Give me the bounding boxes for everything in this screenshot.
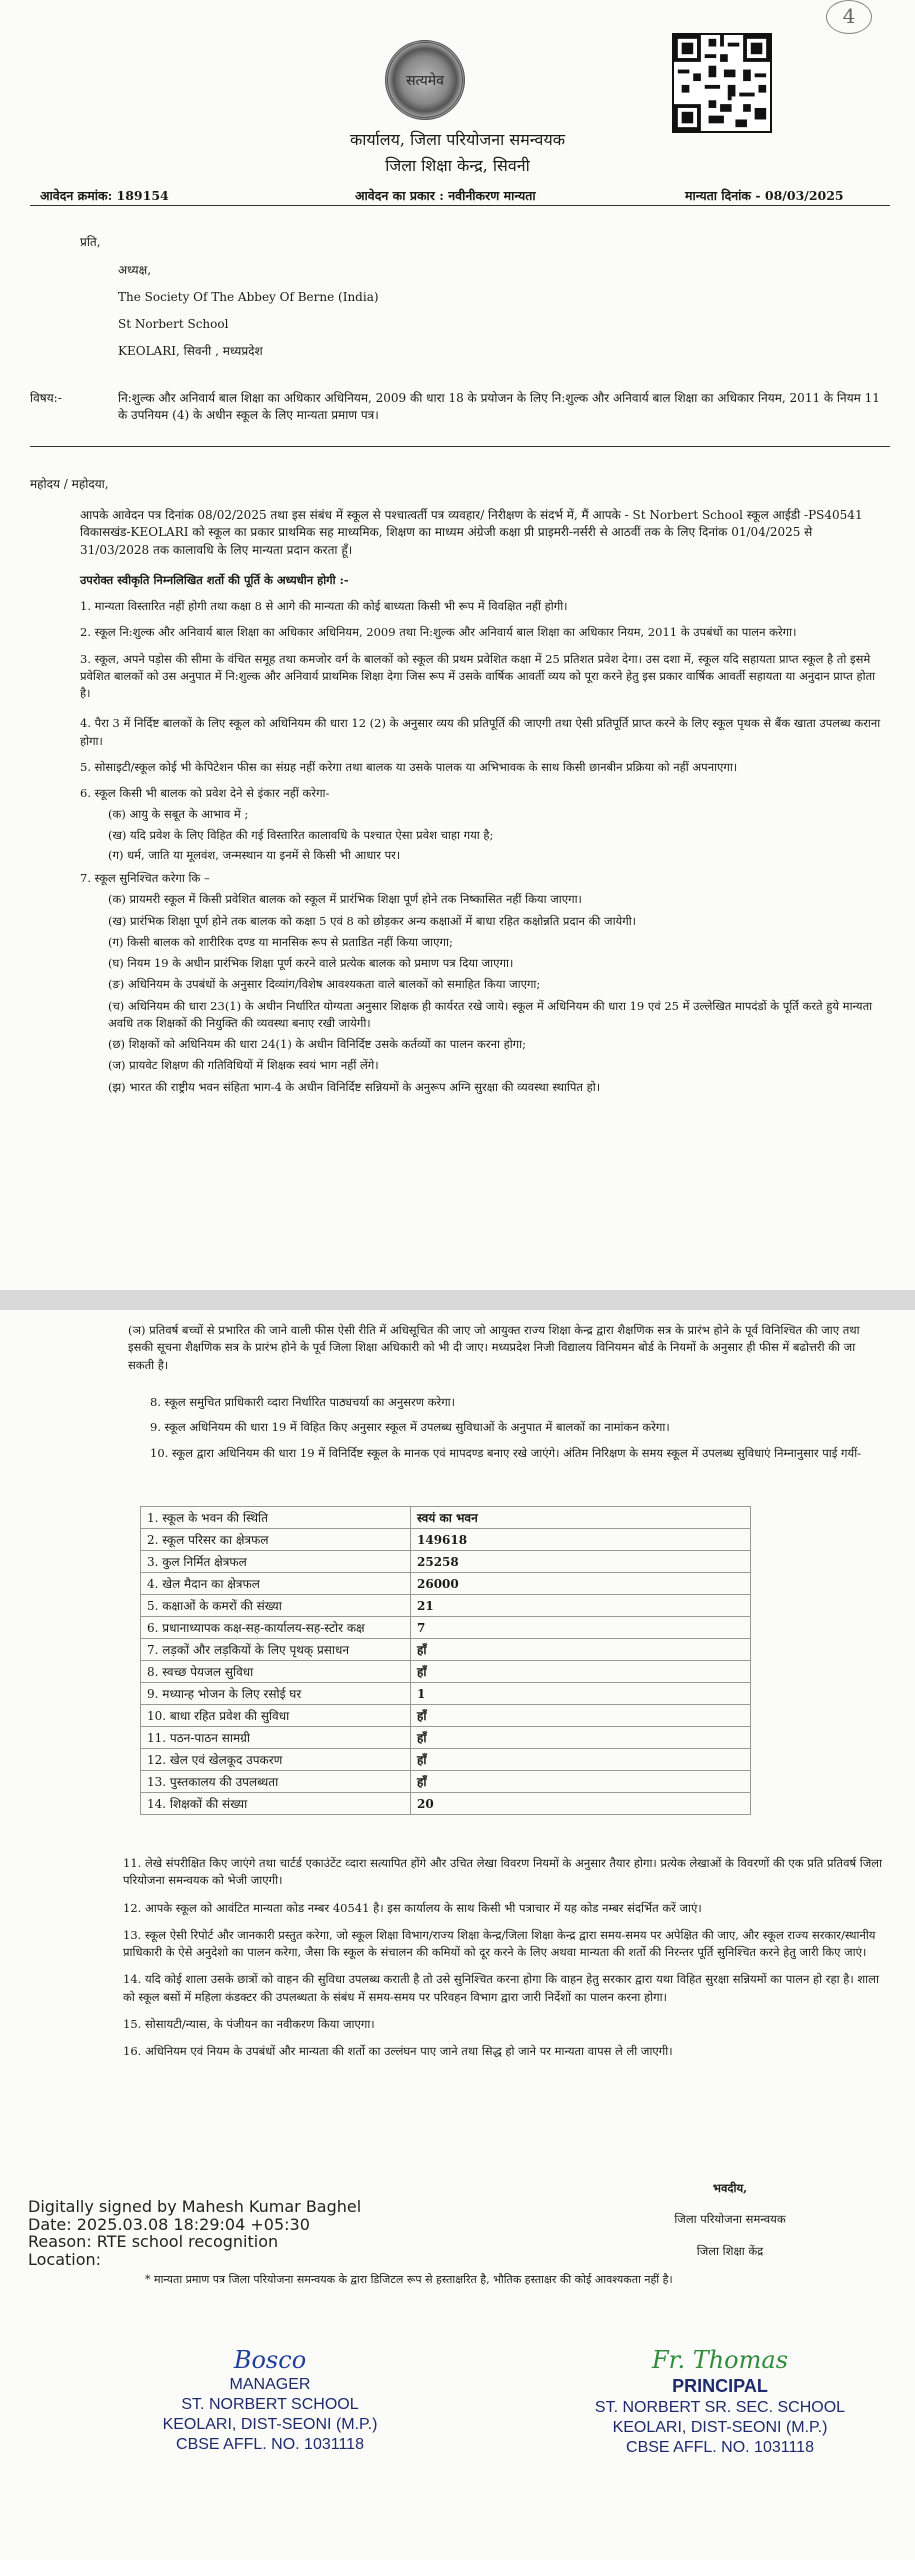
facility-label: 4. खेल मैदान का क्षेत्रफल: [141, 1573, 411, 1595]
condition-item: 14. यदि कोई शाला उसके छात्रों को वाहन की सुविधा उपलब्ध कराती है तो उसे सुनिश्चित करना होगा कि वाहन हेतु सरकार द्वारा यथा विहित सुरक्षा सन्नियमों का पालन हो रहा है। शाला को स्कूल बसों में महिला कंडक्टर की उपलब्धता के संबंध में समय-समय पर परिवहन विभाग द्वारा जारी निर्देशों का पालन करना होगा।: [123, 1972, 879, 2004]
facility-row: [141, 1705, 751, 1727]
facility-label: 8. स्वच्छ पेयजल सुविधा: [141, 1661, 411, 1683]
digital-signature-signer: Digitally signed by Mahesh Kumar Baghel: [28, 2197, 362, 2216]
facility-label: 9. मध्यान्ह भोजन के लिए रसोई घर: [141, 1683, 411, 1705]
conditions-list-2: [150, 1394, 880, 1462]
address-prati: प्रति,: [80, 235, 101, 249]
subject-divider: [30, 446, 890, 447]
address-line-4: KEOLARI, सिवनी , मध्यप्रदेश: [118, 344, 263, 358]
facility-label: 6. प्रधानाध्यापक कक्ष-सह-कार्यालय-सह-स्टोर कक्ष: [141, 1617, 411, 1639]
facility-row: [141, 1551, 751, 1573]
closing-designation: जिला परियोजना समन्वयक: [674, 2212, 786, 2227]
facility-row: [141, 1771, 751, 1793]
conditions-heading: उपरोक्त स्वीकृति निम्नलिखित शर्तो की पूर्ति के अध्यधीन होगी :-: [80, 573, 349, 587]
condition-item: 4. पैरा 3 में निर्दिष्ट बालकों के लिए स्कूल को अधिनियम की धारा 12 (2) के अनुसार व्यय की प्रतिपूर्ति की जाएगी तथा ऐसी प्रतिपूर्ति प्राप्त करने के लिए स्कूल पृथक से बैंक खाता उपलब्ध कराना होगा।: [80, 716, 881, 748]
facility-label: 13. पुस्तकालय की उपलब्धता: [141, 1771, 411, 1793]
office-subname: जिला शिक्षा केन्द्र, सिवनी: [385, 156, 530, 175]
emblem-motto: सत्यमेव: [406, 73, 444, 89]
government-emblem-seal: [385, 40, 465, 120]
facility-value: हाँ: [411, 1639, 751, 1661]
qr-code-pattern: [674, 35, 770, 131]
facility-label: 2. स्कूल परिसर का क्षेत्रफल: [141, 1529, 411, 1551]
principal-school: ST. NORBERT SR. SEC. SCHOOL: [594, 2398, 846, 2416]
digital-signature-reason: Reason: RTE school recognition: [28, 2232, 279, 2252]
header-divider: [30, 205, 890, 206]
condition-item: 9. स्कूल अधिनियम की धारा 19 में विहित किए अनुसार स्कूल में उपलब्ध सुविधाओं के अनुपात में बालकों का नामांकन करेगा।: [150, 1420, 670, 1435]
facility-row: [141, 1639, 751, 1661]
manager-affiliation: CBSE AFFL. NO. 1031118: [176, 2436, 364, 2453]
principal-address: KEOLARI, DIST-SEONI (M.P.): [612, 2418, 828, 2436]
facility-value: हाँ: [411, 1661, 751, 1683]
condition-item: 7. स्कूल सुनिश्चित करेगा कि –: [80, 871, 210, 885]
facility-value: 26000: [411, 1573, 751, 1595]
address-line-3: St Norbert School: [118, 317, 229, 331]
facility-value: 25258: [411, 1551, 751, 1573]
body-paragraph: आपके आवेदन पत्र दिनांक 08/02/2025 तथा इस संबंध में स्कूल से पश्चात्वर्ती पत्र व्यवहार/ निरीक्षण के संदर्भ में, मैं आपके - St Norbert School स्कूल आईडी -PS40541 विकासखंड-KEOLARI को स्कूल का प्रकार प्राथमिक सह माध्यमिक, शिक्षण का माध्यम अंग्रेजी कक्षा प्री प्राइमरी-नर्सरी से आठवीं तक के लिए दिनांक 01/04/2025 से 31/03/2028 तक कालावधि के लिए मान्यता प्रदान करता हूँ।: [80, 508, 863, 557]
facility-label: 5. कक्षाओं के कमरों की संख्या: [141, 1595, 411, 1617]
manager-title: MANAGER: [229, 2376, 311, 2393]
condition-item: 1. मान्यता विस्तारित नहीं होगी तथा कक्षा 8 से आगे की मान्यता की कोई बाध्यता किसी भी रूप में विवक्षित नहीं होगी।: [80, 599, 568, 613]
facility-row: [141, 1617, 751, 1639]
page-number-stamp: 4: [826, 0, 872, 34]
facility-label: 3. कुल निर्मित क्षेत्रफल: [141, 1551, 411, 1573]
qr-code: [672, 33, 772, 133]
facility-value: हाँ: [411, 1727, 751, 1749]
facility-value: 20: [411, 1793, 751, 1815]
sub-item: (ज) प्रायवेट शिक्षण की गतिविधियों में शिक्षक स्वयं भाग नहीं लेंगे।: [108, 1058, 379, 1073]
sub-item: (छ) शिक्षकों को अधिनियम की धारा 24(1) के अधीन विनिर्दिष्ट उसके कर्तव्यों का पालन करना होगा;: [108, 1037, 527, 1051]
sub-item: (क) प्रायमरी स्कूल में किसी प्रवेशित बालक को स्कूल में प्रारंभिक शिक्षा पूर्ण होने तक निष्कासित नहीं किया जाएगा।: [108, 892, 582, 907]
facility-value: हाँ: [411, 1705, 751, 1727]
closing-bhavdiya: भवदीय,: [712, 2181, 748, 2195]
sub-item: (ग) धर्म, जाति या मूलवंश, जन्मस्थान या इनमें से किसी भी आधार पर।: [108, 847, 401, 862]
sub-item: (ख) प्रारंभिक शिक्षा पूर्ण होने तक बालक को कक्षा 5 एवं 8 को छोड़कर अन्य कक्षाओं में बाधा रहित कक्षोन्नति प्रदान की जायेगी।: [108, 913, 637, 928]
condition-7-subitems: [80, 891, 885, 1096]
condition-item: 12. आपके स्कूल को आवंटित मान्यता कोड नम्बर 40541 है। इस कार्यालय के साथ किसी भी पत्राचार में यह कोड नम्बर संदर्भित करें जाएं।: [123, 1900, 702, 1915]
facility-value: 21: [411, 1595, 751, 1617]
facility-row: [141, 1595, 751, 1617]
certificate-page-2: [0, 1310, 915, 2560]
facility-label: 14. शिक्षकों की संख्या: [141, 1793, 411, 1815]
facility-value: 7: [411, 1617, 751, 1639]
application-number: आवेदन क्रमांक: 189154: [40, 188, 169, 203]
facility-value: स्वयं का भवन: [411, 1507, 751, 1529]
condition-item: 13. स्कूल ऐसी रिपोर्ट और जानकारी प्रस्तुत करेगा, जो स्कूल शिक्षा विभाग/राज्य शिक्षा केन्द्र/जिला शिक्षा केन्द्र द्वारा समय-समय पर अपेक्षित की जाए, और स्कूल राज्य सरकार/स्थानीय प्राधिकारी के ऐसे अनुदेशो का पालन करेगा, जैसा कि स्कूल के संचालन की कमियों को दूर करने के लिए अथवा मान्यता की शर्तो की निरन्तर पूर्ति सुनिश्चित करने हेतु जारी किए जाएं।: [123, 1927, 876, 1959]
condition-item: 2. स्कूल नि:शुल्क और अनिवार्य बाल शिक्षा का अधिकार अधिनियम, 2009 तथा नि:शुल्क और अनिवार्य बाल शिक्षा का अधिकार नियम, 2011 के उपबंधों का पालन करेगा।: [80, 625, 797, 640]
sub-item: (ग) किसी बालक को शारीरिक दण्ड या मानसिक रूप से प्रताडित नहीं किया जाएगा;: [108, 934, 453, 949]
condition-item: 16. अधिनियम एवं नियम के उपबंधों और मान्यता की शर्तो का उल्लंघन पाए जाने तथा सिद्ध हो जाने पर मान्यता वापस ले ली जाएगी।: [123, 2044, 673, 2058]
sub-item: (ङ) अधिनियम के उपबंधों के अनुसार दिव्यांग/विशेष आवश्यकता वाले बालकों को समाहित किया जाएगा;: [108, 977, 541, 992]
condition-item: 3. स्कूल, अपने पड़ोस की सीमा के वंचित समूह तथा कमजोर वर्ग के बालकों को स्कूल की प्रथम प्रवेशित कक्षा में 25 प्रतिशत प्रवेश देगा। उस दशा में, स्कूल यदि सहायता प्राप्त स्कूल है तो इसमे प्रवेशित बालकों को उस अनुपात में नि:शुल्क और अनिवार्य प्राथमिक शिक्षा देगा जिस रूप में उसके वार्षिक आवर्ती व्यय को पूरा करने हेतु इस प्रकार वार्षिक आवर्ती सहायता या अनुदान प्राप्त होता है।: [80, 651, 876, 700]
condition-item: 11. लेखे संपरीक्षित किए जाएंगे तथा चार्टर्ड एकाउंटेंट व्दारा सत्यापित होंगे और उचित लेखा विवरण नियमों के अनुसार तैयार होगा। प्रत्येक लेखाओं के विवरणों की एक प्रति प्रतिवर्ष जिला परियोजना समन्वयक को भेजी जाएगी।: [123, 1856, 883, 1888]
address-line-2: The Society Of The Abbey Of Berne (India): [118, 290, 379, 304]
facility-row: [141, 1507, 751, 1529]
facility-label: 12. खेल एवं खेलकूद उपकरण: [141, 1749, 411, 1771]
condition-6-subitems: [80, 806, 885, 864]
sub-item: (ख) यदि प्रवेश के लिए विहित की गई विस्तारित कालावधि के पश्चात ऐसा प्रवेश चाहा गया है;: [108, 827, 494, 842]
facility-label: 10. बाधा रहित प्रवेश की सुविधा: [141, 1705, 411, 1727]
subject-text: नि:शुल्क और अनिवार्य बाल शिक्षा का अधिकार अधिनियम, 2009 की धारा 18 के प्रयोजन के लिए नि:शुल्क और अनिवार्य बाल शिक्षा का अधिकार नियम, 2011 के नियम 11 के उपनियम (4) के अधीन स्कूल के लिए मान्यता प्रमाण पत्र।: [118, 391, 880, 423]
facilities-table: [140, 1506, 751, 1815]
condition-item: 5. सोसाइटी/स्कूल कोई भी केपिटेशन फीस का संग्रह नहीं करेगा तथा बालक या उसके पालक या अभिभावक के साथ किसी छानबीन प्रक्रिया को नहीं अपनाएगा।: [80, 759, 738, 774]
closing-block: [635, 2180, 825, 2260]
digital-signature-location: Location:: [28, 2249, 102, 2269]
facility-value: 149618: [411, 1529, 751, 1551]
facility-row: [141, 1749, 751, 1771]
condition-7-continued: (ञ) प्रतिवर्ष बच्चों से प्रभारित की जाने वाली फीस ऐसी रीति में अधिसूचित की जाए जो आयुक्त राज्य शिक्षा केन्द्र द्वारा शैक्षणिक सत्र के प्रारंभ होने के पूर्व विनिश्चित की जाए तथा इसकी सूचना शैक्षणिक सत्र के प्रारंभ होने के पूर्व जिला शिक्षा अधिकारी को भी दी जाए। मध्यप्रदेश निजी विद्यालय विनियमन बोर्ड के नियमों के अनुसार ही फीस में बढोत्तरी की जा सकती है।: [128, 1323, 860, 1372]
salutation: महोदय / महोदया,: [30, 477, 109, 491]
manager-stamp: [130, 2345, 410, 2455]
facility-label: 1. स्कूल के भवन की स्थिति: [141, 1507, 411, 1529]
condition-item: 8. स्कूल समुचित प्राधिकारी व्दारा निर्धारित पाठ्यचर्या का अनुसरण करेगा।: [150, 1395, 456, 1409]
conditions-list-1: [80, 598, 885, 1100]
sub-item: (झ) भारत की राष्ट्रीय भवन संहिता भाग-4 के अधीन विनिर्दिष्ट सन्नियमों के अनुरूप अग्नि सुरक्षा की व्यवस्था स्थापित हो।: [108, 1079, 601, 1094]
manager-signature: Bosco: [233, 2346, 307, 2374]
subject-label: विषय:-: [30, 391, 62, 405]
principal-stamp: [555, 2345, 885, 2458]
principal-signature: Fr. Thomas: [651, 2346, 789, 2374]
facility-row: [141, 1793, 751, 1815]
facilities-table-body: [141, 1507, 751, 1815]
principal-title: PRINCIPAL: [672, 2376, 768, 2396]
recognition-date: मान्यता दिनांक - 08/03/2025: [685, 188, 844, 203]
facility-value: 1: [411, 1683, 751, 1705]
sub-item: (घ) नियम 19 के अधीन प्रारंभिक शिक्षा पूर्ण करने वाले प्रत्येक बालक को प्रमाण पत्र दिया जाएगा।: [108, 956, 514, 970]
manager-address: KEOLARI, DIST-SEONI (M.P.): [162, 2416, 378, 2433]
digital-signature-block: [28, 2198, 361, 2268]
manager-school: ST. NORBERT SCHOOL: [181, 2396, 359, 2413]
facility-row: [141, 1727, 751, 1749]
footnote: * मान्यता प्रमाण पत्र जिला परियोजना समन्वयक के द्वारा डिजिटल रूप से हस्ताक्षरित है, भौतिक हस्ताक्षर की कोई आवश्यकता नहीं है।: [145, 2273, 673, 2286]
sub-item: (च) अधिनियम की धारा 23(1) के अधीन निर्धारित योग्यता अनुसार शिक्षक ही कार्यरत रखे जाये। स्कूल में अधिनियम की धारा 19 एवं 25 में उल्लेखित मापदंडों के पूर्ति करते हुये मान्यता अवधि तक शिक्षकों की नियुक्ति की व्यवस्था बनाए रखी जायेगी।: [108, 998, 873, 1030]
address-line-1: अध्यक्ष,: [118, 263, 152, 277]
facility-row: [141, 1573, 751, 1595]
sub-item: (क) आयु के सबूत के आभाव में ;: [108, 807, 249, 822]
digital-signature-date: Date: 2025.03.08 18:29:04 +05:30: [28, 2214, 310, 2234]
facility-row: [141, 1661, 751, 1683]
closing-office: जिला शिक्षा केंद्र: [696, 2243, 764, 2258]
facility-row: [141, 1529, 751, 1551]
facility-label: 11. पठन-पाठन सामग्री: [141, 1727, 411, 1749]
office-name: कार्यालय, जिला परियोजना समन्वयक: [349, 130, 566, 149]
facility-value: हाँ: [411, 1749, 751, 1771]
facility-value: हाँ: [411, 1771, 751, 1793]
application-type: आवेदन का प्रकार : नवीनीकरण मान्यता: [355, 188, 536, 203]
condition-item: 10. स्कूल द्वारा अधिनियम की धारा 19 में विनिर्दिष्ट स्कूल के मानक एवं मापदण्ड बनाए रखे जाएंगे। अंतिम निरिक्षण के समय स्कूल में उपलब्ध सुविधाएं निम्नानुसार पाई गयीं-: [150, 1445, 862, 1460]
condition-item: 15. सोसायटी/न्यास, के पंजीयन का नवीकरण किया जाएगा।: [123, 2016, 375, 2031]
conditions-list-3: [123, 1855, 883, 2060]
facility-label: 7. लड़कों और लड़कियों के लिए पृथक् प्रसाधन: [141, 1639, 411, 1661]
principal-affiliation: CBSE AFFL. NO. 1031118: [626, 2438, 814, 2456]
condition-item: 6. स्कूल किसी भी बालक को प्रवेश देने से इंकार नहीं करेगा-: [80, 786, 330, 800]
facility-row: [141, 1683, 751, 1705]
